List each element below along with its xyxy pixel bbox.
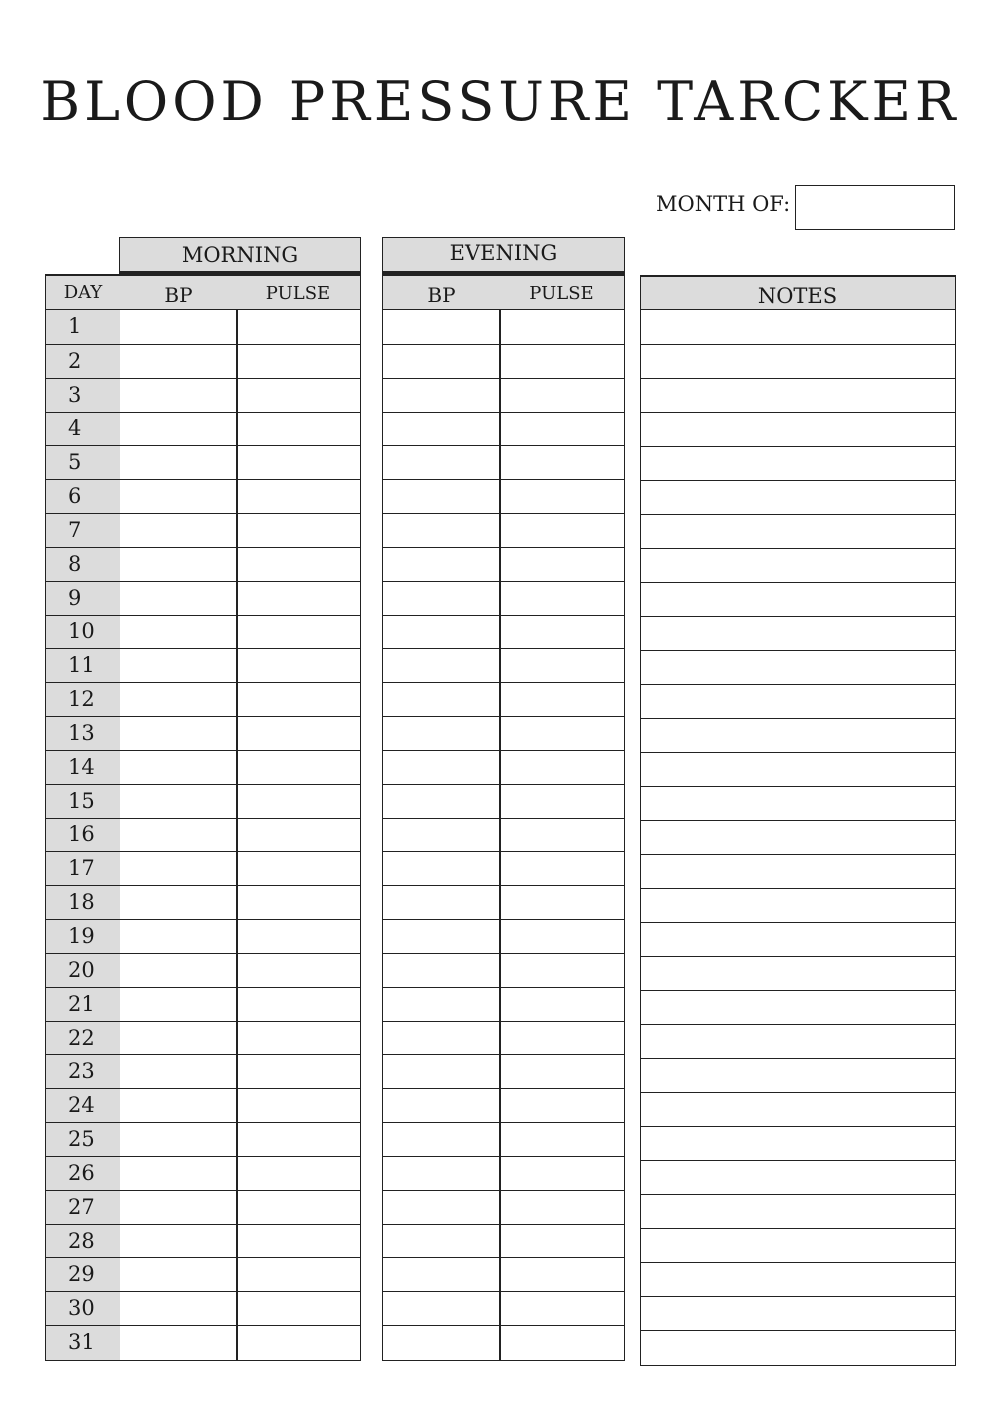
morning-header: MORNING: [119, 237, 361, 274]
evening-header: EVENING: [382, 237, 625, 274]
evening-row[interactable]: [383, 1325, 624, 1359]
evening-bp-header: BP: [427, 283, 456, 307]
day-number: 7: [68, 517, 82, 542]
morning-row[interactable]: [46, 412, 360, 446]
morning-row[interactable]: [46, 750, 360, 784]
evening-row[interactable]: [383, 1156, 624, 1190]
morning-row[interactable]: [46, 682, 360, 716]
evening-row[interactable]: [383, 513, 624, 547]
evening-row[interactable]: [383, 1122, 624, 1156]
notes-row[interactable]: [641, 1296, 955, 1330]
evening-row[interactable]: [383, 682, 624, 716]
morning-row[interactable]: [46, 615, 360, 649]
morning-row[interactable]: [46, 1156, 360, 1190]
morning-row[interactable]: [46, 344, 360, 378]
evening-row[interactable]: [383, 1088, 624, 1122]
notes-row[interactable]: [641, 990, 955, 1024]
evening-row[interactable]: [383, 851, 624, 885]
evening-row[interactable]: [383, 750, 624, 784]
evening-row[interactable]: [383, 1224, 624, 1258]
notes-row[interactable]: [641, 718, 955, 752]
day-number: 2: [68, 348, 82, 373]
day-number: 25: [68, 1127, 95, 1152]
morning-row[interactable]: [46, 547, 360, 581]
morning-row[interactable]: [46, 1122, 360, 1156]
day-number: 17: [68, 856, 95, 881]
day-number: 27: [68, 1194, 95, 1219]
day-column-header: DAY: [63, 282, 103, 303]
evening-row[interactable]: [383, 784, 624, 818]
evening-row[interactable]: [383, 885, 624, 919]
morning-row[interactable]: [46, 1224, 360, 1258]
morning-row[interactable]: [46, 818, 360, 852]
evening-row[interactable]: [383, 581, 624, 615]
notes-row[interactable]: [641, 1058, 955, 1092]
morning-row[interactable]: [46, 716, 360, 750]
notes-row[interactable]: [641, 412, 955, 446]
notes-row[interactable]: [641, 344, 955, 378]
morning-row[interactable]: [46, 1088, 360, 1122]
notes-row[interactable]: [641, 616, 955, 650]
morning-row[interactable]: [46, 784, 360, 818]
day-number: 29: [68, 1262, 95, 1287]
notes-row[interactable]: [641, 1330, 955, 1364]
day-number: 9: [68, 585, 82, 610]
morning-row[interactable]: [46, 1021, 360, 1055]
page-title: BLOOD PRESSURE TARCKER: [40, 70, 960, 133]
day-number: 1: [68, 313, 82, 338]
notes-row[interactable]: [641, 1160, 955, 1194]
day-number: 4: [68, 416, 82, 441]
evening-row[interactable]: [383, 547, 624, 581]
day-number: 31: [68, 1330, 95, 1355]
day-number: 15: [68, 788, 95, 813]
morning-row[interactable]: [46, 581, 360, 615]
notes-row[interactable]: [641, 1228, 955, 1262]
evening-row[interactable]: [383, 615, 624, 649]
day-number: 10: [68, 619, 95, 644]
notes-row[interactable]: [641, 854, 955, 888]
notes-row[interactable]: [641, 1024, 955, 1058]
day-number: 30: [68, 1296, 95, 1321]
day-number: 14: [68, 754, 95, 779]
day-number: 16: [68, 822, 95, 847]
evening-subheader: [382, 274, 625, 310]
day-number: 6: [68, 484, 82, 509]
day-number: 24: [68, 1093, 95, 1118]
morning-row[interactable]: [46, 919, 360, 953]
evening-row[interactable]: [383, 716, 624, 750]
evening-row[interactable]: [383, 479, 624, 513]
notes-header: NOTES: [757, 284, 838, 308]
day-number: 3: [68, 382, 82, 407]
morning-row[interactable]: [46, 378, 360, 412]
day-number: 18: [68, 890, 95, 915]
evening-row[interactable]: [383, 818, 624, 852]
month-label: MONTH OF:: [656, 192, 791, 216]
morning-bp-header: BP: [164, 283, 193, 307]
evening-row[interactable]: [383, 1021, 624, 1055]
day-number: 19: [68, 924, 95, 948]
notes-row[interactable]: [641, 820, 955, 854]
morning-row[interactable]: [46, 648, 360, 682]
day-number: 5: [68, 450, 82, 475]
evening-row[interactable]: [383, 648, 624, 682]
notes-row[interactable]: [641, 922, 955, 956]
morning-row[interactable]: [46, 851, 360, 885]
notes-row[interactable]: [641, 480, 955, 514]
notes-row[interactable]: [641, 446, 955, 480]
evening-row[interactable]: [383, 1257, 624, 1291]
month-input[interactable]: [795, 185, 955, 230]
evening-row[interactable]: [383, 310, 624, 344]
morning-row[interactable]: [46, 1190, 360, 1224]
morning-subheader: [45, 274, 361, 310]
morning-row[interactable]: [46, 1257, 360, 1291]
day-number: 8: [68, 551, 82, 576]
day-number: 13: [68, 720, 95, 745]
day-number: 26: [68, 1160, 95, 1185]
notes-row[interactable]: [641, 752, 955, 786]
morning-row[interactable]: [46, 310, 360, 344]
notes-table: [640, 309, 956, 1366]
day-number: 21: [68, 991, 95, 1016]
evening-row[interactable]: [383, 953, 624, 987]
evening-row[interactable]: [383, 378, 624, 412]
day-number: 11: [68, 653, 95, 678]
evening-row[interactable]: [383, 1054, 624, 1088]
notes-row[interactable]: [641, 1126, 955, 1160]
day-number: 12: [68, 687, 95, 712]
notes-row[interactable]: [641, 582, 955, 616]
morning-pulse-header: PULSE: [265, 283, 331, 304]
evening-row[interactable]: [383, 344, 624, 378]
evening-row[interactable]: [383, 445, 624, 479]
evening-row[interactable]: [383, 1190, 624, 1224]
notes-row[interactable]: [641, 956, 955, 990]
day-number: 20: [68, 957, 95, 982]
evening-row[interactable]: [383, 919, 624, 953]
morning-row[interactable]: [46, 479, 360, 513]
evening-row[interactable]: [383, 987, 624, 1021]
morning-row[interactable]: [46, 445, 360, 479]
evening-pulse-header: PULSE: [529, 283, 594, 304]
notes-row[interactable]: [641, 310, 955, 344]
notes-row[interactable]: [641, 514, 955, 548]
morning-row[interactable]: [46, 987, 360, 1021]
day-number: 22: [68, 1025, 95, 1050]
notes-row[interactable]: [641, 548, 955, 582]
day-number: 23: [68, 1059, 95, 1084]
notes-row[interactable]: [641, 1194, 955, 1228]
notes-subheader: [640, 275, 956, 311]
evening-row[interactable]: [383, 412, 624, 446]
notes-row[interactable]: [641, 1092, 955, 1126]
notes-row[interactable]: [641, 684, 955, 718]
morning-row[interactable]: [46, 885, 360, 919]
notes-row[interactable]: [641, 1262, 955, 1296]
evening-table: [382, 309, 625, 1361]
morning-row[interactable]: [46, 953, 360, 987]
morning-row[interactable]: [46, 1325, 360, 1359]
morning-row[interactable]: [46, 1291, 360, 1325]
notes-row[interactable]: [641, 378, 955, 412]
notes-row[interactable]: [641, 650, 955, 684]
morning-row[interactable]: [46, 513, 360, 547]
morning-row[interactable]: [46, 1054, 360, 1088]
morning-table: [45, 309, 361, 1361]
notes-row[interactable]: [641, 888, 955, 922]
notes-row[interactable]: [641, 786, 955, 820]
evening-row[interactable]: [383, 1291, 624, 1325]
day-number: 28: [68, 1228, 95, 1253]
